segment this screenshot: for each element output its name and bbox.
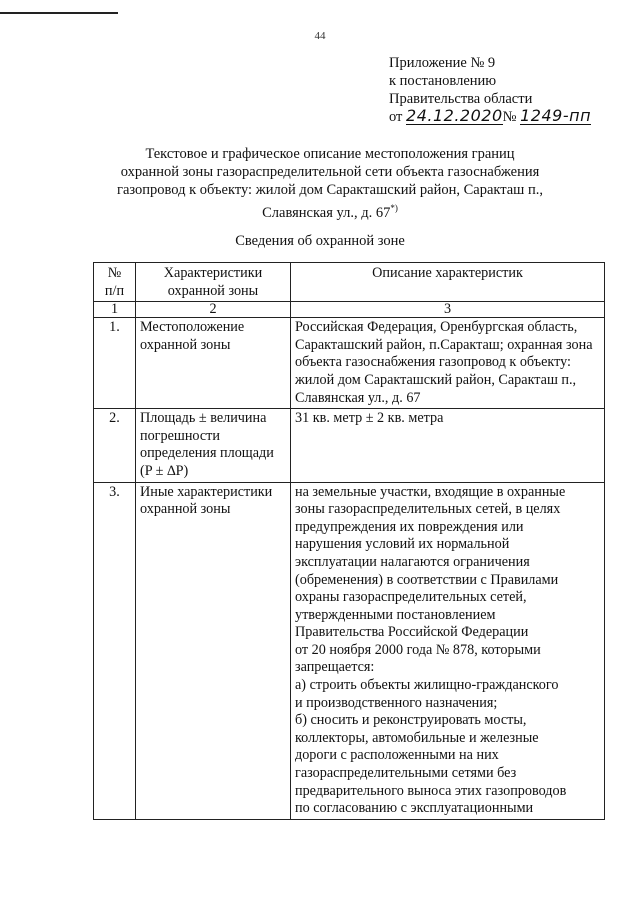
table-index-row (94, 302, 605, 318)
number-field (520, 106, 592, 125)
row-1-num: 1. (94, 318, 136, 409)
desc-line: предупреждения их повреждения или (295, 518, 524, 535)
header-char-line1: Характеристики (163, 265, 263, 281)
table-row (94, 409, 605, 482)
row-3-num: 3. (94, 482, 136, 819)
title-line-4 (100, 199, 560, 222)
desc-line: предварительного выноса этих газопроводов (295, 782, 567, 799)
appendix-block (389, 54, 591, 126)
number-prefix: № (502, 109, 517, 125)
header-num-line1: № (107, 265, 122, 281)
title-line-4-text: Славянская ул., д. 67 (262, 204, 391, 221)
desc-line: зоны газораспределительных сетей, в целях (295, 501, 561, 518)
header-num (94, 263, 136, 302)
appendix-line-2: к постановлению (389, 73, 497, 89)
protection-zone-table (93, 262, 605, 820)
table-row (94, 318, 605, 409)
index-cell-3: 3 (291, 302, 605, 318)
desc-line: (обременения) в соответствии с Правилами (295, 571, 559, 588)
title-line-1: Текстовое и графическое описание местоположения границ (145, 146, 515, 162)
document-title (100, 145, 560, 222)
section-subtitle: Сведения об охранной зоне (235, 233, 405, 249)
handwritten-date: 24.12.2020 (406, 106, 503, 125)
desc-line: б) сносить и реконструировать мосты, (295, 712, 527, 729)
row-2-num: 2. (94, 409, 136, 482)
desc-line: по согласованию с эксплуатационными (295, 800, 534, 817)
top-rule (0, 12, 118, 14)
table-row (94, 482, 605, 819)
index-cell-1: 1 (94, 302, 136, 318)
header-desc-text: Описание характеристик (372, 265, 523, 281)
desc-line: охраны газораспределительных сетей, (295, 589, 527, 606)
title-line-2: охранной зоны газораспределительной сети объекта газоснабжения (120, 164, 540, 180)
title-line-3: газопровод к объекту: жилой дом Саракташский район, Саракташ п., (117, 182, 543, 198)
table-header-row (94, 263, 605, 302)
row-1-name: Местоположение охранной зоны (136, 318, 291, 409)
desc-line: коллекторы, автомобильные и железные (295, 729, 539, 746)
desc-line: эксплуатации налагаются ограничения (295, 553, 530, 570)
row-3-name: Иные характеристики охранной зоны (136, 482, 291, 819)
appendix-line-3: Правительства области (389, 91, 533, 107)
appendix-date-line (389, 108, 591, 126)
page-number: 44 (314, 30, 326, 42)
row-3-desc (291, 482, 605, 819)
desc-line: дороги с расположенными на них (295, 747, 499, 764)
desc-line: запрещается: (295, 659, 375, 676)
header-description (291, 263, 605, 302)
desc-line: на земельные участки, входящие в охранные (295, 483, 566, 500)
handwritten-number: 1249-пп (520, 106, 592, 125)
desc-line: а) строить объекты жилищно-гражданского (295, 677, 559, 694)
date-field (406, 106, 503, 125)
desc-line: нарушения условий их нормальной (295, 536, 510, 553)
row-1-desc: Российская Федерация, Оренбургская область, Саракташский район, п.Саракташ; охранная зона объекта газоснабжения газопровод к объекту: жилой дом Саракташский район, Саракташ п., Славянская ул., д. 67 (291, 318, 605, 409)
header-char-line2: охранной зоны (167, 282, 259, 299)
header-num-line2: п/п (104, 282, 125, 299)
desc-line: газораспределительными сетями без (295, 765, 517, 782)
desc-line: и производственного назначения; (295, 694, 498, 711)
appendix-line-1: Приложение № 9 (389, 55, 496, 71)
desc-line: Правительства Российской Федерации (295, 624, 529, 641)
row-2-desc: 31 кв. метр ± 2 кв. метра (291, 409, 605, 482)
row-3-desc-lines (295, 484, 600, 818)
footnote-mark: *) (390, 203, 398, 213)
desc-line: от 20 ноября 2000 года № 878, которыми (295, 641, 541, 658)
desc-line: утвержденными постановлением (295, 606, 496, 623)
header-characteristics (136, 263, 291, 302)
row-2-name: Площадь ± величина погрешности определения площади (P ± ∆P) (136, 409, 291, 482)
date-prefix: от (389, 109, 403, 125)
index-cell-2: 2 (136, 302, 291, 318)
